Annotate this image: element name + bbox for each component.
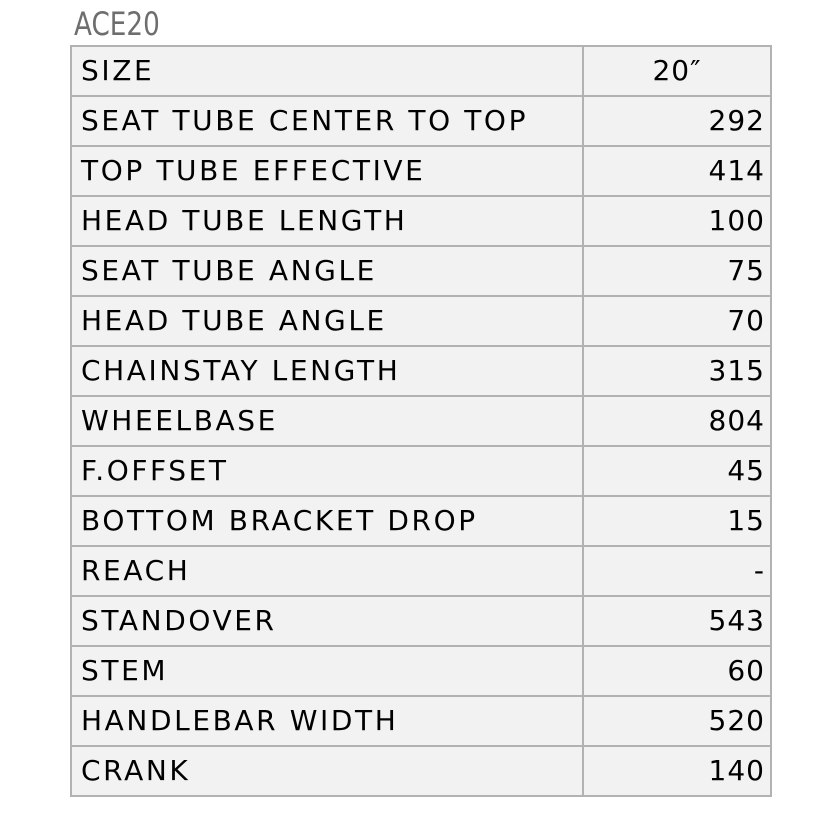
table-row (71, 346, 771, 396)
row-label: SEAT TUBE ANGLE (71, 246, 583, 296)
row-label: HEAD TUBE LENGTH (71, 196, 583, 246)
row-label: F.OFFSET (71, 446, 583, 496)
geometry-spec-table (70, 45, 772, 797)
row-value: 140 (583, 746, 771, 796)
table-row (71, 246, 771, 296)
row-label: HEAD TUBE ANGLE (71, 296, 583, 346)
row-label: CRANK (71, 746, 583, 796)
row-value: 414 (583, 146, 771, 196)
table-row (71, 396, 771, 446)
row-label: STANDOVER (71, 596, 583, 646)
row-value: 70 (583, 296, 771, 346)
row-label: TOP TUBE EFFECTIVE (71, 146, 583, 196)
row-value: 45 (583, 446, 771, 496)
table-row (71, 196, 771, 246)
row-value: - (583, 546, 771, 596)
row-value: 520 (583, 696, 771, 746)
size-header-value: 20″ (583, 46, 771, 96)
row-label: WHEELBASE (71, 396, 583, 446)
row-label: BOTTOM BRACKET DROP (71, 496, 583, 546)
row-label: CHAINSTAY LENGTH (71, 346, 583, 396)
row-label: STEM (71, 646, 583, 696)
table-row (71, 746, 771, 796)
table-row (71, 96, 771, 146)
row-label: REACH (71, 546, 583, 596)
row-value: 15 (583, 496, 771, 546)
table-row (71, 296, 771, 346)
table-row (71, 596, 771, 646)
table-row (71, 496, 771, 546)
table-header-row (71, 46, 771, 96)
table-row (71, 696, 771, 746)
row-label: SEAT TUBE CENTER TO TOP (71, 96, 583, 146)
table-row (71, 446, 771, 496)
row-value: 804 (583, 396, 771, 446)
size-header-label: SIZE (71, 46, 583, 96)
row-value: 315 (583, 346, 771, 396)
row-value: 543 (583, 596, 771, 646)
row-value: 60 (583, 646, 771, 696)
row-value: 75 (583, 246, 771, 296)
table-row (71, 546, 771, 596)
table-row (71, 146, 771, 196)
row-value: 100 (583, 196, 771, 246)
row-value: 292 (583, 96, 771, 146)
table-row (71, 646, 771, 696)
row-label: HANDLEBAR WIDTH (71, 696, 583, 746)
page-title: ACE20 (74, 5, 160, 43)
